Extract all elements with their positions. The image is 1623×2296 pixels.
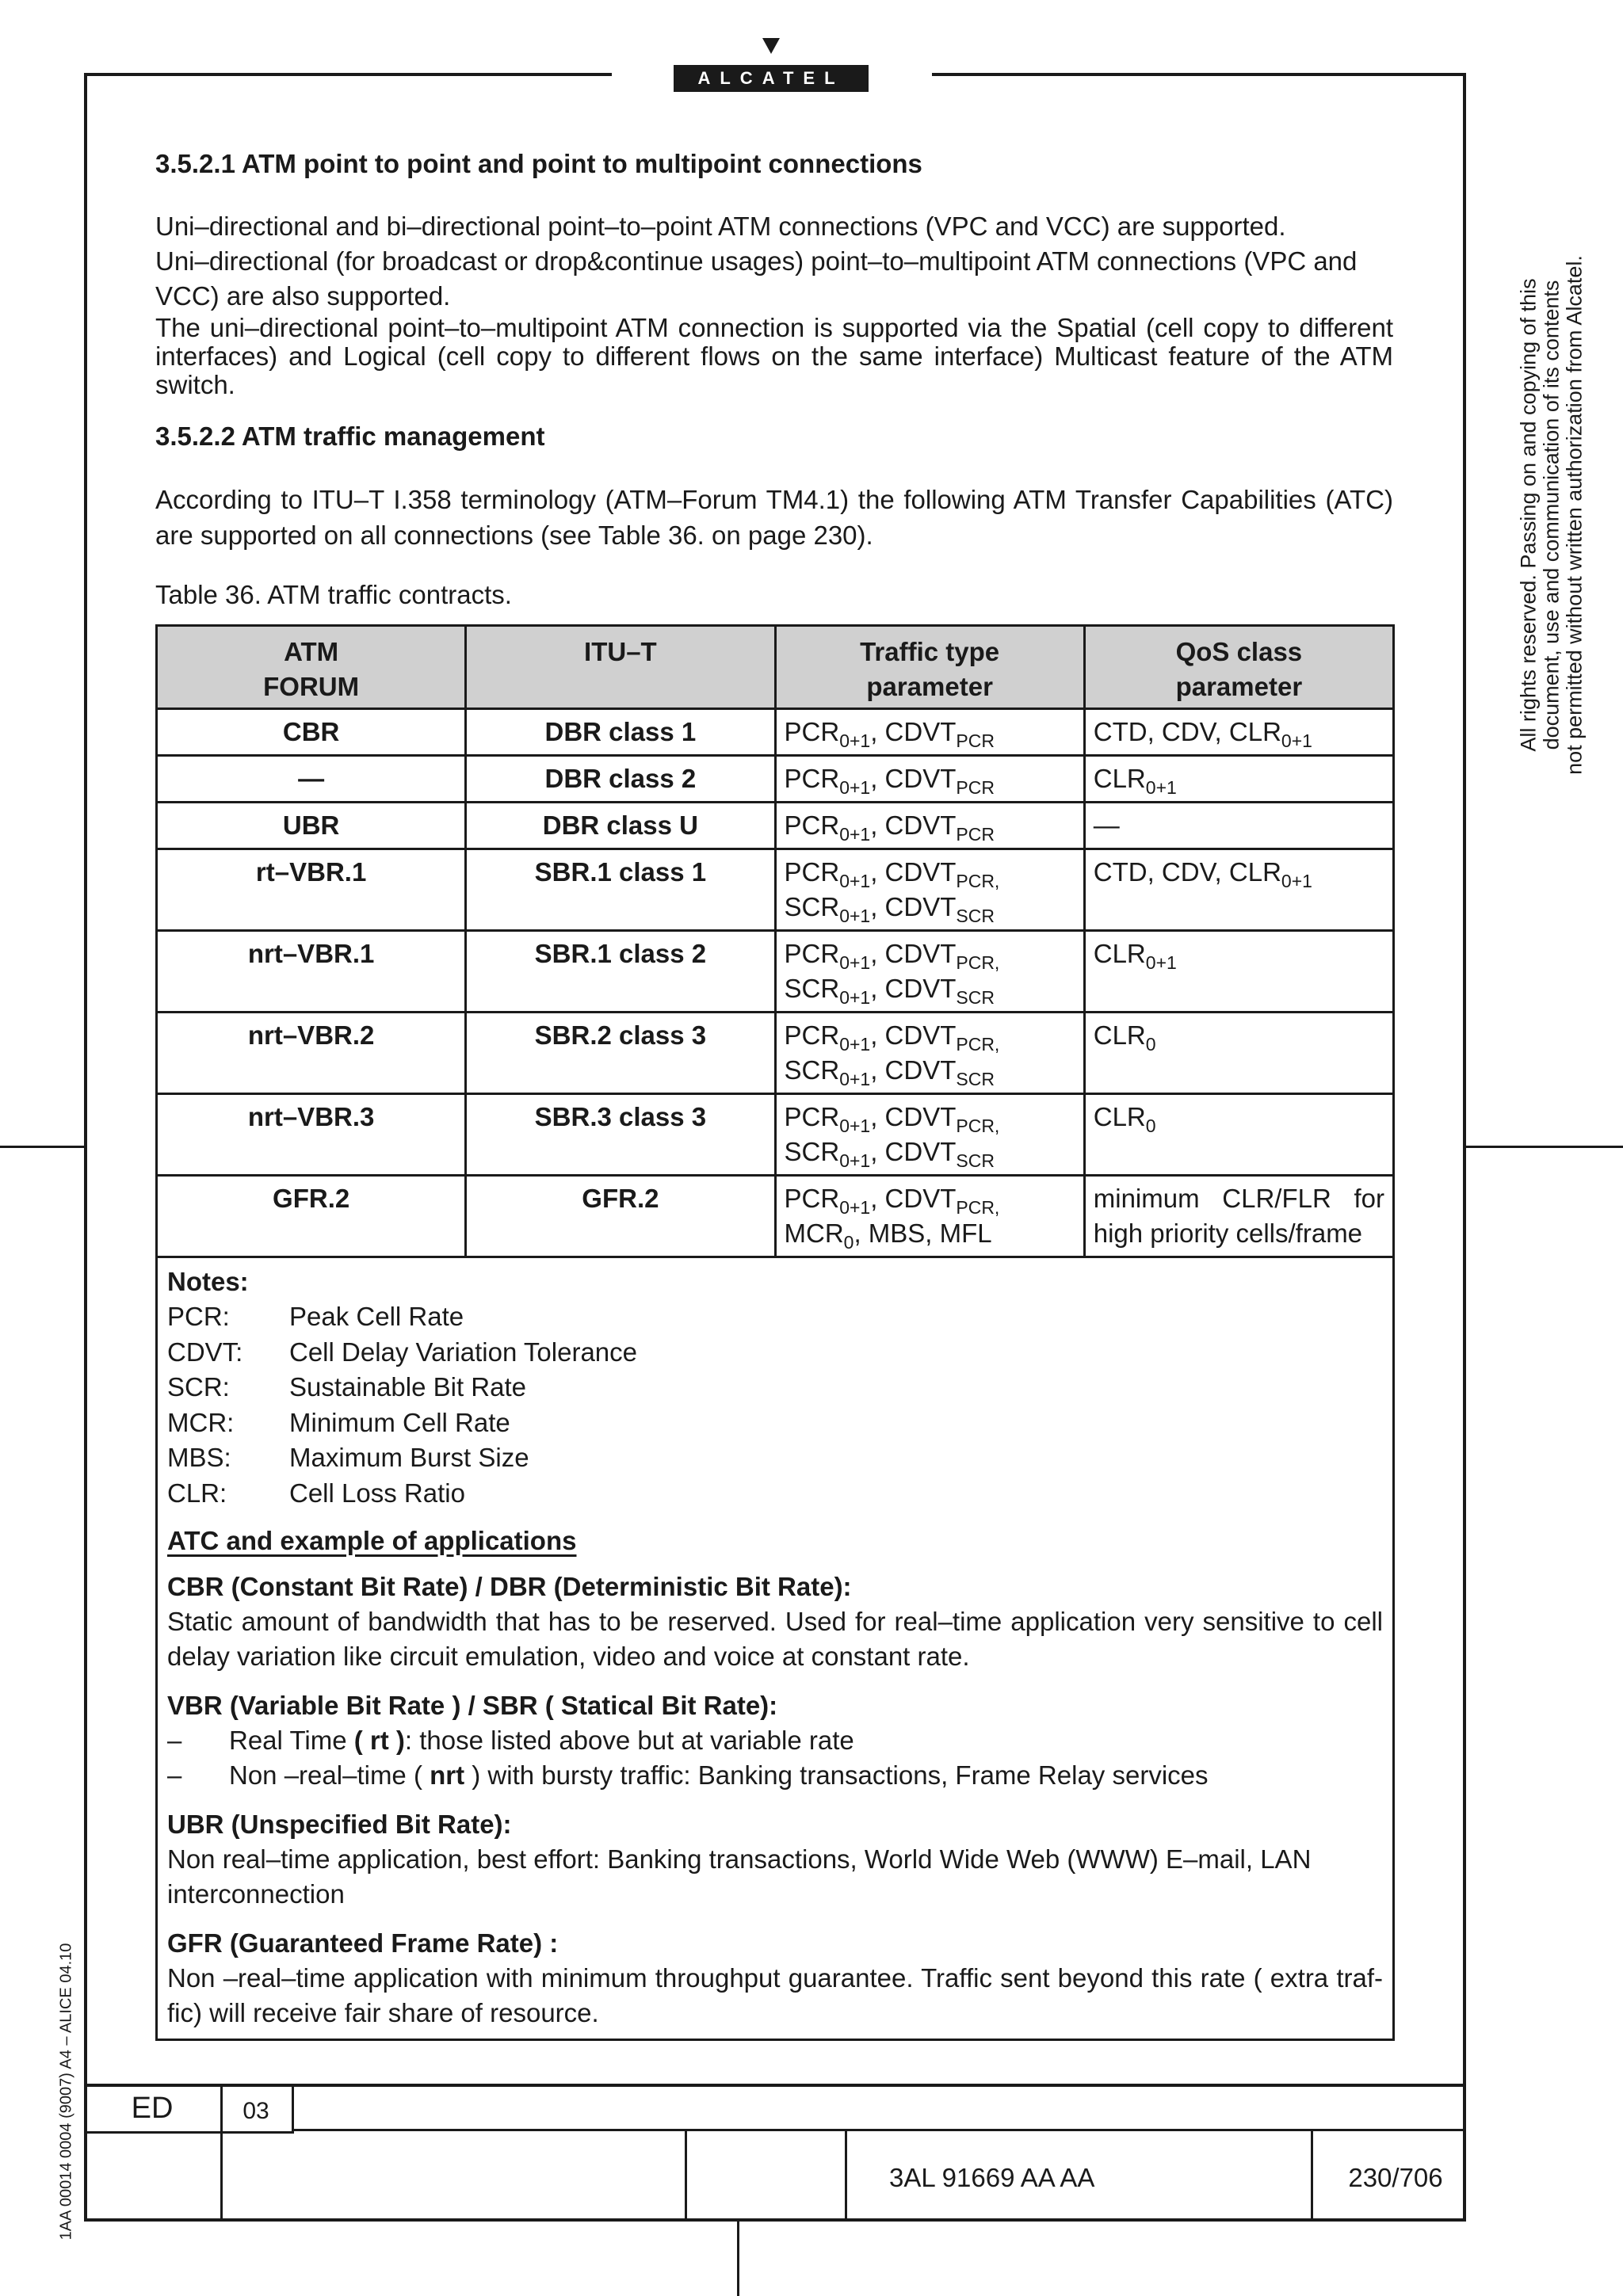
qos-subscript: 0+1 (1281, 871, 1312, 891)
table-row (157, 1013, 1394, 1094)
traffic-param-line (785, 1100, 1075, 1135)
abbreviation-desc: Peak Cell Rate (289, 1302, 464, 1331)
param-subscript: 0+1 (839, 906, 871, 926)
column-header: Traffic type parameter (775, 626, 1084, 709)
itu-cell: SBR.1 class 2 (466, 931, 775, 1013)
abbreviation-desc: Cell Loss Ratio (289, 1478, 465, 1508)
param-text: SCR (784, 1055, 840, 1085)
param-subscript: 0+1 (839, 824, 871, 845)
param-subscript: PCR, (956, 1116, 1000, 1136)
vbr-title: VBR (Variable Bit Rate ) / SBR ( Statical Bit Rate): (167, 1691, 778, 1720)
vbr-list (167, 1723, 1383, 1793)
qos-text: CLR (1093, 939, 1146, 968)
param-subscript: 0+1 (839, 1069, 871, 1089)
notes-title: Notes: (167, 1267, 249, 1296)
param-subscript: 0+1 (839, 987, 871, 1008)
vbr-text: Non –real–time ( (229, 1760, 430, 1790)
param-subscript: 0 (843, 1232, 854, 1253)
param-text: , CDVT (870, 857, 957, 887)
qos-param-line (1094, 936, 1384, 971)
abbreviation-row (167, 1299, 1383, 1335)
param-text: PCR (784, 939, 840, 968)
traffic-param-line (785, 855, 1075, 890)
abbreviation: MBS: (167, 1443, 231, 1472)
rights-line: not permitted without written authorization from Alcatel. (1562, 255, 1587, 775)
qos-param-line (1094, 808, 1384, 843)
atc-title: ATC and example of applications (167, 1526, 577, 1555)
qos-param-cell (1084, 709, 1393, 756)
notes-cell (157, 1257, 1394, 2040)
param-subscript: 0+1 (839, 1034, 871, 1055)
table-row (157, 1176, 1394, 1257)
param-subscript: PCR, (956, 952, 1000, 973)
abbreviation-row (167, 1335, 1383, 1371)
qos-subscript: 0 (1145, 1116, 1156, 1136)
table-row (157, 756, 1394, 803)
param-subscript: 0+1 (839, 952, 871, 973)
forum-cell: — (157, 756, 466, 803)
section-heading: 3.5.2.1 ATM point to point and point to multipoint connections (155, 149, 922, 178)
traffic-param-cell (775, 803, 1084, 849)
param-text: PCR (784, 857, 840, 887)
cbr-text: Static amount of bandwidth that has to be reserved. Used for real–time application very sensitive to cell delay variation like circuit emulation, video and voice at constant rate. (167, 1607, 1383, 1671)
traffic-param-line (785, 1018, 1075, 1053)
qos-param-line (1094, 761, 1384, 796)
param-text: , CDVT (870, 764, 957, 793)
param-text: MCR (784, 1219, 844, 1248)
param-subscript: SCR (956, 987, 995, 1008)
itu-cell: SBR.1 class 1 (466, 849, 775, 931)
traffic-param-cell (775, 931, 1084, 1013)
paragraph: The uni–directional point–to–multipoint ATM connection is supported via the Spatial (cell copy to different interfaces) and Logical (cell copy to different flows on the same interface) Multicast feature of the ATM switch. (155, 313, 1393, 399)
param-subscript: PCR (956, 730, 995, 751)
alcatel-logo (674, 38, 869, 93)
vbr-text: ) with bursty traffic: Banking transactions, Frame Relay services (464, 1760, 1209, 1790)
abbreviation: MCR: (167, 1407, 235, 1437)
qos-text: CTD, CDV, CLR (1093, 857, 1281, 887)
param-text: , CDVT (870, 1102, 957, 1131)
itu-cell: SBR.3 class 3 (466, 1094, 775, 1176)
param-text: , MBS, MFL (854, 1219, 992, 1248)
param-subscript: SCR (956, 1069, 995, 1089)
side-tick-right (1466, 1146, 1623, 1148)
param-text: SCR (784, 974, 840, 1003)
qos-param-line (1094, 715, 1384, 749)
rights-line: document, use and communication of its contents (1539, 280, 1564, 750)
qos-param-line (1094, 1181, 1384, 1216)
param-text: PCR (784, 1102, 840, 1131)
abbreviation-desc: Sustainable Bit Rate (289, 1372, 527, 1402)
qos-param-line (1094, 1018, 1384, 1053)
param-subscript: 0+1 (839, 777, 871, 798)
vbr-item (167, 1723, 1383, 1758)
qos-param-line: high priority cells/frame (1093, 1219, 1363, 1248)
traffic-param-line (785, 936, 1075, 971)
forum-cell: GFR.2 (157, 1176, 466, 1257)
abbreviation: PCR: (167, 1302, 230, 1331)
vbr-item-text (229, 1758, 1209, 1793)
param-subscript: PCR, (956, 1197, 1000, 1218)
forum-cell: nrt–VBR.3 (157, 1094, 466, 1176)
forum-cell: CBR (157, 709, 466, 756)
abbreviation-row (167, 1440, 1383, 1476)
section1-body (155, 209, 1393, 399)
param-text: , CDVT (870, 974, 957, 1003)
page-number: 230/706 (1348, 2163, 1443, 2192)
param-text: PCR (784, 810, 840, 840)
qos-text: CTD, CDV, CLR (1093, 717, 1281, 746)
document-number: 3AL 91669 AA AA (889, 2163, 1095, 2192)
table-caption: Table 36. ATM traffic contracts. (155, 580, 512, 609)
footer-divider (685, 2131, 687, 2222)
footer-divider (292, 2129, 1466, 2131)
vbr-item-text (229, 1723, 854, 1758)
param-text: , CDVT (870, 892, 957, 921)
qos-param-cell (1084, 756, 1393, 803)
logo-triangle-icon (762, 38, 780, 54)
footer (84, 2084, 1466, 2222)
param-subscript: 0+1 (839, 871, 871, 891)
abbreviation: CLR: (167, 1478, 227, 1508)
traffic-param-cell (775, 756, 1084, 803)
param-text: , CDVT (870, 717, 957, 746)
footer-divider (220, 2131, 223, 2222)
qos-subscript: 0 (1145, 1034, 1156, 1055)
itu-cell: DBR class 1 (466, 709, 775, 756)
qos-text: — (1093, 810, 1120, 840)
qos-param-cell (1084, 849, 1393, 931)
param-subscript: 0+1 (839, 1116, 871, 1136)
qos-param-cell (1084, 1013, 1393, 1094)
vbr-text: Real Time (229, 1726, 354, 1755)
column-header: ITU–T (466, 626, 775, 709)
ed-value: 03 (220, 2087, 294, 2134)
forum-cell: nrt–VBR.1 (157, 931, 466, 1013)
qos-param-cell (1084, 1094, 1393, 1176)
footer-divider (845, 2131, 847, 2222)
frame-top-right-line (932, 73, 1466, 76)
itu-cell: GFR.2 (466, 1176, 775, 1257)
param-subscript: 0+1 (839, 730, 871, 751)
abbreviation-desc: Maximum Burst Size (289, 1443, 529, 1472)
traffic-param-cell (775, 1176, 1084, 1257)
ubr-text: Non real–time application, best effort: Banking transactions, World Wide Web (WWW) E–mail, LAN interconnection (167, 1844, 1312, 1909)
traffic-param-line (785, 1181, 1075, 1216)
copyright-notice (1518, 79, 1587, 951)
traffic-param-line (785, 761, 1075, 796)
vbr-item (167, 1758, 1383, 1793)
table-row (157, 709, 1394, 756)
param-subscript: 0+1 (839, 1150, 871, 1171)
table-row (157, 849, 1394, 931)
param-subscript: PCR, (956, 1034, 1000, 1055)
footer-divider (1311, 2131, 1313, 2222)
section-heading: 3.5.2.2 ATM traffic management (155, 421, 545, 451)
param-subscript: SCR (956, 1150, 995, 1171)
param-text: PCR (784, 764, 840, 793)
qos-subscript: 0+1 (1281, 730, 1312, 751)
traffic-param-line (785, 890, 1075, 925)
param-subscript: 0+1 (839, 1197, 871, 1218)
abbreviation-desc: Cell Delay Variation Tolerance (289, 1337, 638, 1367)
atm-traffic-table (155, 624, 1395, 2041)
abbreviation: SCR: (167, 1372, 230, 1402)
bottom-tick (737, 2222, 739, 2296)
table-row (157, 803, 1394, 849)
ubr-title: UBR (Unspecified Bit Rate): (167, 1810, 512, 1839)
qos-param-line (1094, 855, 1384, 890)
side-tick-left (0, 1146, 84, 1148)
itu-cell: DBR class 2 (466, 756, 775, 803)
notes-row (157, 1257, 1394, 2040)
traffic-param-cell (775, 849, 1084, 931)
qos-param-cell (1084, 931, 1393, 1013)
abbreviation-row (167, 1370, 1383, 1405)
traffic-param-line (785, 808, 1075, 843)
abbreviation-desc: Minimum Cell Rate (289, 1407, 510, 1437)
column-header: ATM FORUM (157, 626, 466, 709)
paragraph: Uni–directional (for broadcast or drop&continue usages) point–to–multipoint ATM connections (VPC and VCC) are also supported. (155, 246, 1358, 311)
vbr-bold: nrt (430, 1760, 465, 1790)
abbreviation-row (167, 1476, 1383, 1512)
param-text: PCR (784, 717, 840, 746)
qos-text: CLR (1093, 1102, 1146, 1131)
form-code: 1AA 00014 0004 (9007) A4 – ALICE 04.10 (57, 1943, 75, 2241)
table-header-row (157, 626, 1394, 709)
qos-param-cell (1084, 803, 1393, 849)
param-text: PCR (784, 1184, 840, 1213)
traffic-param-line (785, 1135, 1075, 1169)
forum-cell: rt–VBR.1 (157, 849, 466, 931)
param-subscript: PCR (956, 824, 995, 845)
ed-label: ED (84, 2087, 223, 2134)
gfr-text: Non –real–time application with minimum throughput guarantee. Traffic sent beyond this rate ( extra traf-fic) will receive fair share of resource. (167, 1963, 1383, 2027)
forum-cell: nrt–VBR.2 (157, 1013, 466, 1094)
traffic-param-cell (775, 709, 1084, 756)
vbr-text: : those listed above but at variable rate (404, 1726, 854, 1755)
paragraph: Uni–directional and bi–directional point–to–point ATM connections (VPC and VCC) are supported. (155, 212, 1286, 241)
qos-subscript: 0+1 (1145, 777, 1177, 798)
qos-subscript: 0+1 (1145, 952, 1177, 973)
qos-text: minimum CLR/FLR for (1093, 1184, 1384, 1213)
abbreviation-list (167, 1299, 1383, 1511)
qos-param-line (1094, 1100, 1384, 1135)
traffic-param-line (785, 971, 1075, 1006)
param-text: , CDVT (870, 1055, 957, 1085)
paragraph: According to ITU–T I.358 terminology (ATM–Forum TM4.1) the following ATM Transfer Capabilities (ATC) are supported on all connections (see Table 36. on page 230). (155, 485, 1393, 550)
abbreviation: CDVT: (167, 1337, 243, 1367)
logo-text: ALCATEL (674, 65, 869, 92)
param-text: SCR (784, 1137, 840, 1166)
rights-line: All rights reserved. Passing on and copying of this (1516, 278, 1541, 752)
traffic-param-line (785, 1053, 1075, 1088)
table-row (157, 931, 1394, 1013)
column-header: QoS class parameter (1084, 626, 1393, 709)
itu-cell: DBR class U (466, 803, 775, 849)
param-text: PCR (784, 1020, 840, 1050)
cbr-title: CBR (Constant Bit Rate) / DBR (Deterministic Bit Rate): (167, 1572, 852, 1601)
abbreviation-row (167, 1405, 1383, 1441)
frame-top-left-line (84, 73, 612, 76)
param-text: , CDVT (870, 1020, 957, 1050)
dash-bullet: – (167, 1760, 182, 1790)
param-text: , CDVT (870, 1184, 957, 1213)
dash-bullet: – (167, 1726, 182, 1755)
vbr-bold: ( rt ) (353, 1726, 405, 1755)
param-subscript: SCR (956, 906, 995, 926)
param-text: , CDVT (870, 810, 957, 840)
table-row (157, 1094, 1394, 1176)
param-text: SCR (784, 892, 840, 921)
qos-text: CLR (1093, 764, 1146, 793)
traffic-param-line (785, 1216, 1075, 1251)
traffic-param-cell (775, 1013, 1084, 1094)
qos-param-cell (1084, 1176, 1393, 1257)
qos-text: CLR (1093, 1020, 1146, 1050)
param-subscript: PCR, (956, 871, 1000, 891)
traffic-param-line (785, 715, 1075, 749)
forum-cell: UBR (157, 803, 466, 849)
traffic-param-cell (775, 1094, 1084, 1176)
gfr-title: GFR (Guaranteed Frame Rate) : (167, 1928, 559, 1958)
param-text: , CDVT (870, 1137, 957, 1166)
frame-left-line (84, 73, 87, 2222)
itu-cell: SBR.2 class 3 (466, 1013, 775, 1094)
param-text: , CDVT (870, 939, 957, 968)
param-subscript: PCR (956, 777, 995, 798)
